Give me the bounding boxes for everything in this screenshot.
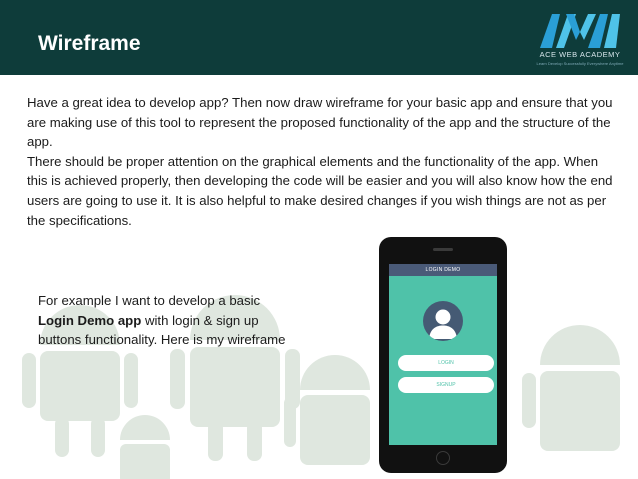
- android-watermark: [0, 235, 638, 479]
- example-prefix: For example I want to develop a basic: [38, 293, 261, 308]
- logo-tagline: Learn Develop Successfully Everywhere Anytime: [536, 61, 624, 66]
- example-text: [38, 291, 288, 350]
- android-robot-icon: [120, 415, 170, 479]
- example-app-name: Login Demo app: [38, 312, 142, 328]
- ace-web-academy-logo: [530, 8, 630, 70]
- logo-mark-icon: [530, 8, 630, 50]
- android-robot-icon: [522, 325, 620, 451]
- intro-paragraph-1: Have a great idea to develop app? Then now draw wireframe for your basic app and ensure that you are making use of this tool to represent the proposed functionality of the app and the structure of the app.: [27, 95, 613, 150]
- user-avatar-icon: [423, 301, 463, 341]
- login-button[interactable]: LOGIN: [398, 355, 494, 371]
- home-button-icon: [436, 451, 450, 465]
- signup-button[interactable]: SIGNUP: [398, 377, 494, 393]
- phone-mockup: [379, 237, 507, 473]
- example-suffix: with login & sign up buttons functionality. Here is my wireframe: [38, 312, 286, 348]
- screen-title-bar: LOGIN DEMO: [389, 264, 497, 276]
- header-bar: [0, 0, 638, 75]
- phone-speaker: [433, 248, 453, 251]
- logo-wordmark: ACE WEB ACADEMY: [539, 50, 621, 59]
- intro-text: [27, 93, 617, 230]
- intro-paragraph-2: There should be proper attention on the graphical elements and the functionality of the app. When this is achieved properly, then developing the code will be easier and you will also know how the end users are going to use it. It is also helpful to make desired changes if you wish things are not as per the specifications.: [27, 153, 613, 228]
- phone-screen: [389, 264, 497, 445]
- page-title: Wireframe: [38, 32, 141, 55]
